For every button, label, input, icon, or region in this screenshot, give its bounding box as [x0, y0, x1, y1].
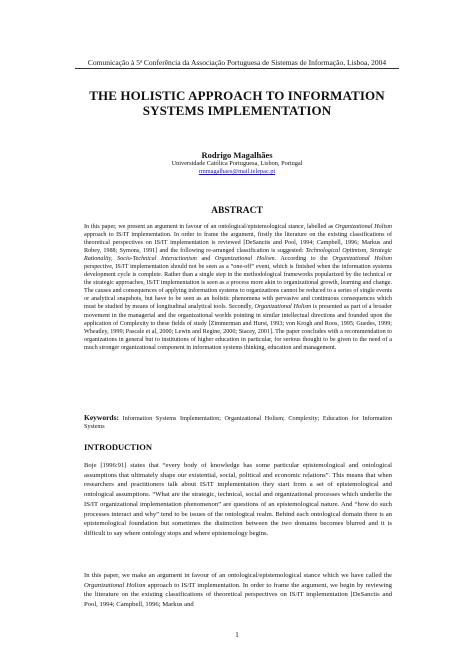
abstract-segment: and: [196, 256, 215, 263]
paragraph-segment: approach to IS/IT implementation. In order to frame the argument, we begin by reviewing the literature on the existing classifications of theoretical perspectives on IS/IT implementation [DeSanctis and Pool, 1994; Campbell, 1996; Markus and: [84, 581, 393, 609]
abstract-segment: is presented as part of a broader movement in the managerial and the organizational worlds pointing in similar intellectual directions and founded upon the application of Complexity to these fields of study [Zimmerman and Hurst, 1993; von Krogh and Roos, 1995; Guedes, 1999; Wheatley, 1999; Pascale et al, 2000; Lewin and Regine, 2000; Stacey, 2001]. The paper concludes with a recommendation to organizations in general but to institutions of higher education in particular, for serious thought to be given to the need of a much stronger organizational component in information systems thinking, education and management.: [84, 304, 392, 351]
abstract-emphasis: Organizational Holism: [332, 256, 392, 263]
keywords-label: Keywords:: [84, 413, 119, 422]
keywords-text: Information Systems Implementation; Organizational Holism; Complexity; Education for Information Systems: [84, 415, 392, 431]
abstract-emphasis: Technological Optimism, Strategic Rationality, Socio-Technical Interactionism: [84, 248, 392, 263]
introduction-heading: INTRODUCTION: [84, 442, 153, 452]
abstract-segment: . According to the: [274, 256, 333, 263]
author-name: Rodrigo Magalhães: [201, 150, 273, 160]
abstract-emphasis: Organizational Holism: [335, 224, 392, 230]
paragraph-segment: In this paper, we make an argument in favour of an ontological/epistemological stance which we have called the: [84, 572, 392, 579]
abstract-heading: ABSTRACT: [211, 206, 263, 216]
abstract-emphasis: Organizational Holism: [254, 304, 312, 311]
keywords: [84, 414, 392, 431]
conference-header: Comunicação à 5ª Conferência da Associação Portuguesa de Sistemas de Informação, Lisboa, 2004: [87, 58, 387, 67]
paper-title: [60, 88, 414, 118]
abstract-emphasis: Organizational Holism: [214, 256, 275, 263]
author-email-line: [60, 168, 414, 175]
abstract-segment: In this paper, we present an argument in favour of an ontological/epistemological stance, labelled as: [84, 224, 336, 230]
introduction-paragraph-1: Boje [1996:91] states that “every body of knowledge has some particular epistemological and ontological assumptions that ultimately shape our existential, social, political and economic relations”. This means that when researchers and practitioners talk about IS/IT implementation they start from a set of epistemological and ontological assumptions. “What are the strategic, technical, social and organizational processes which underlie the IS/IT organizational implementation phenomenon” are questions of an epistemological nature. And “how do such processes interact and why” tend to be issues of the ontological realm. Behind each ontological domain there is an epistemological foundation but sometimes the distinction between the two domains becomes blurred and it is difficult to say where ontology stops and where epistemology begins.: [84, 462, 392, 537]
introduction-paragraph-2: [84, 571, 392, 610]
abstract-segment: perspective, IS/IT implementation should not be seen as a “one-off” event, which is finished when the information systems development cycle is complete. Rather than a single step in the methodological frameworks popularized by the technical or the strategic approaches, IS/IT implementation is seen as a process more akin to organizational growth, learning and change. The causes and consequences of applying information systems to organizations cannot be reduced to a series of single events or analytical snapshots, but have to be seen as an holistic phenomena with pervasive and continuous consequences which must be studied by means of longitudinal analytical tools. Secondly,: [84, 264, 392, 311]
abstract-segment: approach to IS/IT implementation. In order to frame the argument, firstly the literature on the existing classifications of theoretical perspectives on IS/IT implementation is reviewed [DeSanctis and Pool, 1994; Campbell, 1996; Markus and Robey, 1988; Symons, 1991] and the following re-arranged classification is suggested:: [84, 232, 392, 255]
paragraph-emphasis: Organizational Holism: [84, 581, 146, 589]
title-line-2: SYSTEMS IMPLEMENTATION: [142, 103, 332, 118]
abstract-text: [84, 223, 392, 352]
title-line-1: THE HOLISTIC APPROACH TO INFORMATION: [89, 88, 385, 103]
author-affiliation: Universidade Católica Portuguesa, Lisbon, Portugal: [171, 160, 303, 167]
author-email-link[interactable]: rmmagalhaes@mail.telepac.pt: [198, 168, 276, 175]
page-number: 1: [235, 630, 239, 639]
header-rule: [75, 68, 399, 69]
